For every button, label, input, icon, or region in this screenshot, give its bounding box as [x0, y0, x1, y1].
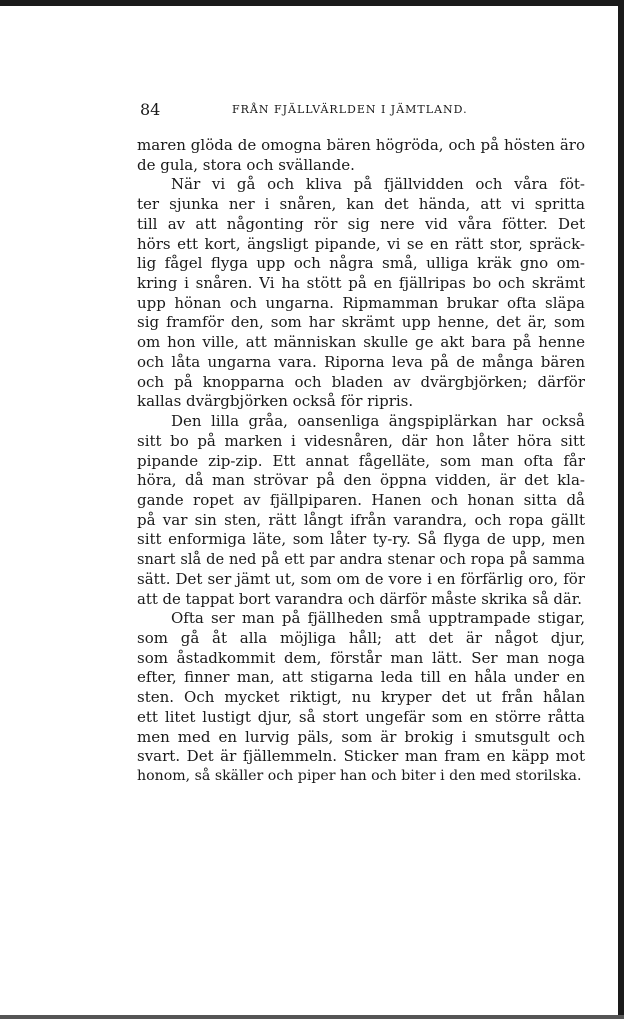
text-line: och på knopparna och bladen av dvärgbjörken; därför [137, 372, 585, 391]
text-line: snart slå de ned på ett par andra stenar och ropa på samma [137, 551, 585, 569]
text-line: de gula, stora och svällande. [137, 155, 355, 174]
text-line: gande ropet av fjällpiparen. Hanen och honan sitta då [137, 490, 585, 509]
text-line: När vi gå och kliva på fjällvidden och våra föt- [171, 175, 585, 194]
text-line: sätt. Det ser jämt ut, som om de vore i en förfärlig oro, för [137, 569, 585, 588]
text-line: honom, så skäller och piper han och biter i den med storilska. [137, 768, 582, 784]
text-line: sten. Och mycket riktigt, nu kryper det ut från hålan [137, 688, 585, 707]
body-text [137, 136, 585, 787]
text-line: pipande zip-zip. Ett annat fågelläte, som man ofta får [137, 451, 585, 470]
text-line: sitt enformiga läte, som låter ty-ry. Så flyga de upp, men [137, 530, 585, 549]
scan-edge-right [618, 0, 624, 1019]
scan-edge-bottom [0, 1015, 624, 1019]
text-line: upp hönan och ungarna. Ripmamman brukar ofta släpa [137, 293, 585, 312]
text-line: maren glöda de omogna bären högröda, och på hösten äro [137, 136, 585, 154]
text-line: efter, finner man, att stigarna leda till en håla under en [137, 668, 585, 687]
text-line: men med en lurvig päls, som är brokig i smutsgult och [137, 727, 585, 746]
text-line: sig framför den, som har skrämt upp henne, det är, som [137, 313, 585, 332]
page-number: 84 [140, 100, 161, 119]
text-line: och låta ungarna vara. Riporna leva på de många bären [137, 352, 585, 371]
scan-edge-top [0, 0, 624, 6]
text-line: på var sin sten, rätt långt ifrån varandra, och ropa gällt [137, 510, 585, 529]
text-line: kallas dvärgbjörken också för ripris. [137, 392, 414, 411]
text-line: som gå åt alla möjliga håll; att det är något djur, [137, 628, 585, 647]
text-line: lig fågel flyga upp och några små, ulliga kräk gno om- [137, 254, 585, 273]
text-line: hörs ett kort, ängsligt pipande, vi se en rätt stor, spräck- [137, 234, 585, 253]
text-line: om hon ville, att människan skulle ge akt bara på henne [137, 333, 585, 352]
text-line: Den lilla gråa, oansenliga ängspiplärkan har också [171, 412, 585, 431]
text-line: höra, då man strövar på den öppna vidden, är det kla- [137, 471, 585, 490]
text-line: sitt bo på marken i videsnåren, där hon låter höra sitt [137, 431, 585, 450]
text-line: till av att någonting rör sig nere vid våra fötter. Det [137, 214, 585, 233]
text-line: svart. Det är fjällemmeln. Sticker man fram en käpp mot [137, 747, 585, 766]
running-title: FRÅN FJÄLLVÄRLDEN I JÄMTLAND. [232, 103, 468, 116]
page-header [140, 100, 580, 124]
text-line: Ofta ser man på fjällheden små upptrampade stigar, [171, 609, 585, 628]
text-line: ett litet lustigt djur, så stort ungefär som en större råtta [137, 707, 585, 726]
text-line: att de tappat bort varandra och därför måste skrika så där. [137, 589, 582, 608]
text-line: ter sjunka ner i snåren, kan det hända, att vi spritta [137, 195, 585, 214]
text-line: kring i snåren. Vi ha stött på en fjällripas bo och skrämt [137, 274, 585, 293]
text-line: som åstadkommit dem, förstår man lätt. Ser man noga [137, 648, 585, 667]
